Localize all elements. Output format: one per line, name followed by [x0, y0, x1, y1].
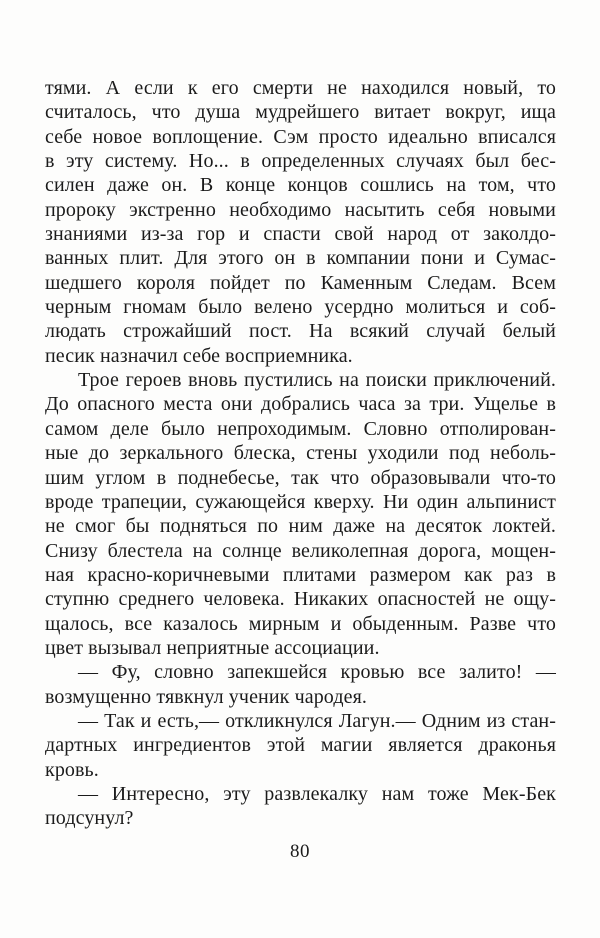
- text-line: в эту систему. Но... в определенных случаях был бес-: [45, 150, 556, 173]
- text-line: вроде трапеции, сужающейся кверху. Ни один альпинист: [45, 490, 556, 513]
- text-line: — Интересно, эту развлекалку нам тоже Мек-Бек: [78, 782, 556, 805]
- text-line: До опасного места они добрались часа за три. Ущелье в: [45, 393, 556, 416]
- text-line: кровь.: [45, 758, 99, 781]
- text-line: ные до зеркального блеска, стены уходили под неболь-: [45, 442, 556, 465]
- text-line: себе новое воплощение. Сэм просто идеально вписался: [45, 125, 556, 148]
- text-line: возмущенно тявкнул ученик чародея.: [45, 685, 367, 708]
- text-line: ная красно-коричневыми плитами размером как раз в: [45, 563, 556, 586]
- text-line: — Фу, словно запекшейся кровью все залито! —: [78, 661, 556, 684]
- text-line: не смог бы подняться по ним даже на десяток локтей.: [45, 515, 556, 538]
- text-line: шедшего короля пойдет по Каменным Следам. Всем: [45, 271, 556, 294]
- text-line: подсунул?: [45, 807, 134, 830]
- text-line: черным гномам было велено усердно молиться и соб-: [45, 296, 556, 319]
- text-line: самом деле было непроходимым. Словно отполирован-: [45, 417, 556, 440]
- text-line: шим углом в поднебесье, так что образовывали что-то: [45, 466, 556, 489]
- text-line: Снизу блестела на солнце великолепная дорога, мощен-: [45, 539, 556, 562]
- text-line: знаниями из-за гор и спасти свой народ от заколдо-: [45, 223, 556, 246]
- text-line: силен даже он. В конце концов сошлись на том, что: [45, 174, 556, 197]
- text-line: людать строжайший пост. На всякий случай белый: [45, 320, 556, 343]
- text-line: — Так и есть,— откликнулся Лагун.— Одним из стан-: [78, 709, 556, 732]
- text-line: ванных плит. Для этого он в компании пони и Сумас-: [45, 247, 556, 270]
- text-line: цвет вызывал неприятные ассоциации.: [45, 636, 380, 659]
- text-line: песик назначил себе восприемника.: [45, 344, 353, 367]
- page-number: 80: [290, 841, 310, 862]
- text-line: считалось, что душа мудрейшего витает вокруг, ища: [45, 101, 556, 124]
- text-line: дартных ингредиентов этой магии является драконья: [45, 734, 556, 757]
- text-line: щалось, все казалось мирным и обыденным. Разве что: [45, 612, 556, 635]
- text-line: ступню среднего человека. Никаких опасностей не ощу-: [45, 588, 556, 611]
- text-line: пророку экстренно необходимо насытить себя новыми: [45, 198, 556, 221]
- text-line: тями. А если к его смерти не находился новый, то: [45, 77, 556, 99]
- text-line: Трое героев вновь пустились на поиски приключений.: [78, 369, 556, 392]
- page-text: [45, 76, 556, 831]
